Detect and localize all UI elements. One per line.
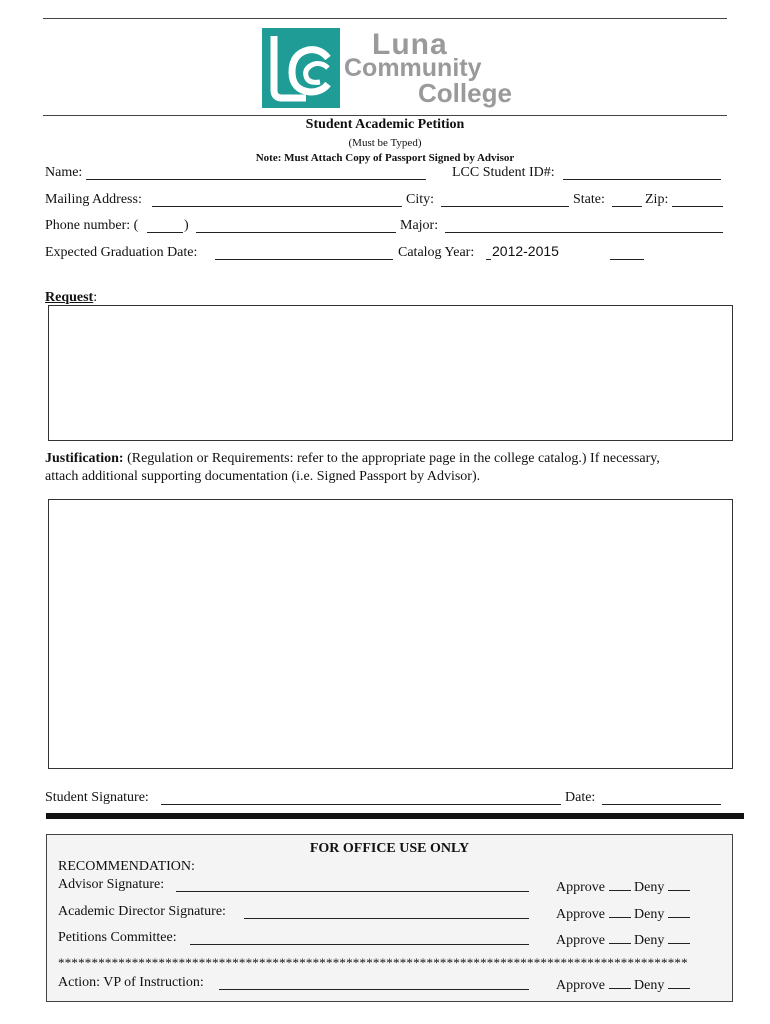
state-label: State: bbox=[573, 192, 605, 207]
zip-field[interactable] bbox=[672, 206, 723, 207]
phone-label: Phone number: ( bbox=[45, 218, 139, 233]
justification-line2: attach additional supporting documentation (i.e. Signed Passport by Advisor). bbox=[45, 469, 481, 484]
academic-director-label: Academic Director Signature: bbox=[58, 904, 226, 919]
star-divider: ********************************************************************************************** bbox=[58, 955, 688, 970]
vp-deny-label: Deny bbox=[634, 978, 665, 993]
zip-label: Zip: bbox=[645, 192, 669, 207]
justification-text bbox=[45, 451, 660, 467]
form-subtitle: (Must be Typed) bbox=[348, 137, 422, 149]
catalog-year-label: Catalog Year: bbox=[398, 245, 475, 260]
committee-approval bbox=[556, 930, 690, 949]
lc-monogram-icon bbox=[262, 28, 340, 108]
vp-instruction-field[interactable] bbox=[219, 989, 529, 990]
logo-word-college: College bbox=[418, 78, 512, 108]
director-approval bbox=[556, 904, 690, 923]
phone-number-field[interactable] bbox=[196, 232, 396, 233]
name-field[interactable] bbox=[86, 179, 426, 180]
vp-instruction-label: Action: VP of Instruction: bbox=[58, 975, 204, 990]
justification-line1: (Regulation or Requirements: refer to the appropriate page in the college catalog.) If necessary, bbox=[123, 451, 660, 466]
advisor-approval bbox=[556, 877, 690, 896]
committee-approve-label: Approve bbox=[556, 933, 605, 948]
committee-approve-blank[interactable] bbox=[609, 930, 631, 944]
director-approve-blank[interactable] bbox=[609, 904, 631, 918]
form-title: Student Academic Petition bbox=[305, 117, 465, 132]
justification-textbox[interactable] bbox=[48, 499, 733, 769]
city-label: City: bbox=[406, 192, 435, 207]
office-use-panel bbox=[46, 834, 733, 1002]
advisor-deny-label: Deny bbox=[634, 880, 665, 895]
major-label: Major: bbox=[400, 218, 439, 233]
vp-deny-blank[interactable] bbox=[668, 975, 690, 989]
date-label: Date: bbox=[565, 790, 596, 805]
major-field[interactable] bbox=[445, 232, 723, 233]
petitions-committee-field[interactable] bbox=[190, 944, 529, 945]
state-field[interactable] bbox=[612, 206, 642, 207]
phone-area-code-field[interactable] bbox=[147, 232, 183, 233]
logo-word-luna: Luna bbox=[372, 28, 448, 61]
advisor-approve-label: Approve bbox=[556, 880, 605, 895]
city-field[interactable] bbox=[441, 206, 569, 207]
date-field[interactable] bbox=[602, 804, 721, 805]
student-signature-label: Student Signature: bbox=[45, 790, 149, 805]
mailing-address-field[interactable] bbox=[152, 206, 402, 207]
vp-approve-blank[interactable] bbox=[609, 975, 631, 989]
catalog-year-field[interactable]: 2012-2015 bbox=[492, 243, 559, 259]
phone-close-paren: ) bbox=[184, 218, 189, 233]
logo-word-community: Community bbox=[344, 54, 482, 82]
logo-rule bbox=[43, 115, 727, 116]
logo-mark bbox=[262, 28, 340, 108]
academic-director-field[interactable] bbox=[244, 918, 529, 919]
committee-deny-blank[interactable] bbox=[668, 930, 690, 944]
advisor-signature-label: Advisor Signature: bbox=[58, 877, 165, 892]
advisor-signature-field[interactable] bbox=[176, 891, 529, 892]
student-signature-field[interactable] bbox=[161, 804, 561, 805]
justification-label: Justification: bbox=[45, 451, 124, 466]
director-approve-label: Approve bbox=[556, 907, 605, 922]
office-use-title: FOR OFFICE USE ONLY bbox=[309, 841, 470, 856]
catalog-year-trailing-line bbox=[610, 259, 644, 260]
advisor-approve-blank[interactable] bbox=[609, 877, 631, 891]
mailing-address-label: Mailing Address: bbox=[45, 192, 142, 207]
request-textbox[interactable] bbox=[48, 305, 733, 441]
request-label-colon: : bbox=[93, 290, 98, 305]
student-id-field[interactable] bbox=[563, 179, 721, 180]
committee-deny-label: Deny bbox=[634, 933, 665, 948]
request-label-text: Request bbox=[45, 290, 94, 305]
vp-approval bbox=[556, 975, 690, 994]
catalog-year-underline bbox=[486, 259, 491, 260]
student-id-label: LCC Student ID#: bbox=[452, 165, 555, 180]
director-deny-label: Deny bbox=[634, 907, 665, 922]
vp-approve-label: Approve bbox=[556, 978, 605, 993]
advisor-deny-blank[interactable] bbox=[668, 877, 690, 891]
director-deny-blank[interactable] bbox=[668, 904, 690, 918]
section-divider bbox=[46, 813, 744, 819]
graduation-date-field[interactable] bbox=[215, 259, 393, 260]
graduation-date-label: Expected Graduation Date: bbox=[45, 245, 198, 260]
college-logo bbox=[260, 28, 520, 112]
form-note: Note: Must Attach Copy of Passport Signed by Advisor bbox=[255, 152, 515, 164]
top-rule bbox=[43, 18, 727, 19]
recommendation-label: RECOMMENDATION: bbox=[58, 859, 195, 874]
petitions-committee-label: Petitions Committee: bbox=[58, 930, 177, 945]
request-label bbox=[45, 290, 97, 306]
name-label: Name: bbox=[45, 165, 83, 180]
